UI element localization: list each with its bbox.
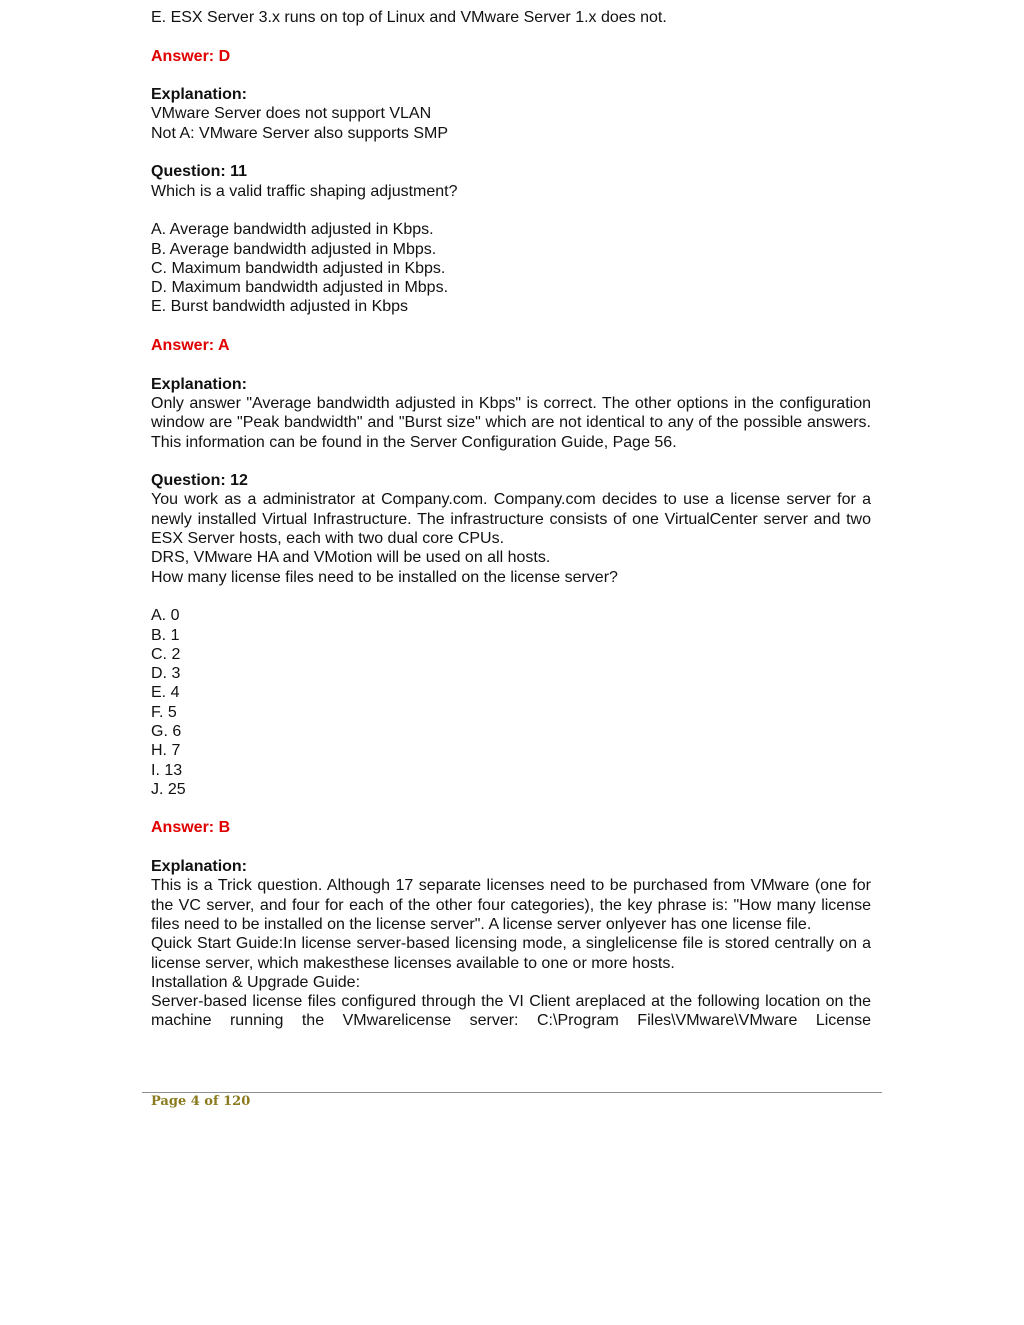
spacer: [151, 587, 871, 606]
q11-explanation-heading: Explanation:: [151, 375, 248, 393]
q11-answer: Answer: A: [151, 337, 230, 355]
q12-option: B. 1: [151, 626, 180, 644]
q12-question-line: How many license files need to be installed on the license server?: [151, 568, 618, 586]
q10-explanation-line: VMware Server does not support VLAN: [151, 105, 432, 123]
spacer: [151, 355, 871, 374]
q11-option: C. Maximum bandwidth adjusted in Kbps.: [151, 259, 446, 277]
q12-heading: Question: 12: [151, 472, 248, 490]
q12-option: C. 2: [151, 645, 181, 663]
q12-question-line: DRS, VMware HA and VMotion will be used on all hosts.: [151, 549, 551, 567]
q12-explanation-paragraph: Quick Start Guide:In license server-based licensing mode, a singlelicense file is stored centrally on a license server, which makesthese licenses available to one or more hosts.: [151, 935, 871, 972]
spacer: [151, 27, 871, 46]
q12-explanation-paragraph: Server-based license files configured through the VI Client areplaced at the following location on the machine running the VMwarelicense server: C:\Program Files\VMware\VMware License: [151, 993, 871, 1030]
q11-option: A. Average bandwidth adjusted in Kbps.: [151, 221, 434, 239]
spacer: [151, 838, 871, 857]
q12-option: A. 0: [151, 607, 180, 625]
q10-option-e: E. ESX Server 3.x runs on top of Linux and VMware Server 1.x does not.: [151, 9, 667, 26]
q12-answer: Answer: B: [151, 819, 231, 837]
q12-option: I. 13: [151, 761, 183, 779]
spacer: [151, 452, 871, 471]
q12-option: J. 25: [151, 780, 186, 798]
q12-explanation-paragraph: Installation & Upgrade Guide:: [151, 973, 361, 991]
q12-option: H. 7: [151, 742, 181, 760]
q12-question-paragraph: You work as a administrator at Company.com. Company.com decides to use a license server for a newly installed Virtual Infrastructure. The infrastructure consists of one VirtualCenter server and two ESX Server hosts, each with two dual core CPUs.: [151, 491, 871, 548]
spacer: [151, 799, 871, 818]
q10-explanation-line: Not A: VMware Server also supports SMP: [151, 124, 448, 142]
spacer: [151, 66, 871, 85]
q12-option: F. 5: [151, 703, 177, 721]
page-number: Page 4 of 120: [151, 1094, 251, 1109]
q11-question: Which is a valid traffic shaping adjustment?: [151, 182, 458, 200]
q12-option: G. 6: [151, 722, 182, 740]
q11-explanation: Only answer "Average bandwidth adjusted in Kbps" is correct. The other options in the configuration window are "Peak bandwidth" and "Burst size" which are not identical to any of the possible answers. This information can be found in the Server Configuration Guide, Page 56.: [151, 394, 871, 451]
document-body: [151, 8, 871, 1031]
q11-option: E. Burst bandwidth adjusted in Kbps: [151, 298, 409, 316]
q11-heading: Question: 11: [151, 163, 248, 181]
q10-explanation-heading: Explanation:: [151, 86, 248, 104]
spacer: [151, 317, 871, 336]
spacer: [151, 201, 871, 220]
q11-option: B. Average bandwidth adjusted in Mbps.: [151, 240, 437, 258]
q12-explanation-paragraph: This is a Trick question. Although 17 separate licenses need to be purchased from VMware (one for the VC server, and four for each of the other four categories), the key phrase is: "How many license files need to be installed on the license server". A license server onlyever has one license file.: [151, 877, 871, 933]
q10-answer: Answer: D: [151, 47, 231, 65]
spacer: [151, 143, 871, 162]
q12-option: E. 4: [151, 684, 180, 702]
q12-explanation-heading: Explanation:: [151, 858, 248, 876]
q12-option: D. 3: [151, 665, 181, 683]
footer-divider: [142, 1092, 882, 1093]
q11-option: D. Maximum bandwidth adjusted in Mbps.: [151, 279, 449, 297]
